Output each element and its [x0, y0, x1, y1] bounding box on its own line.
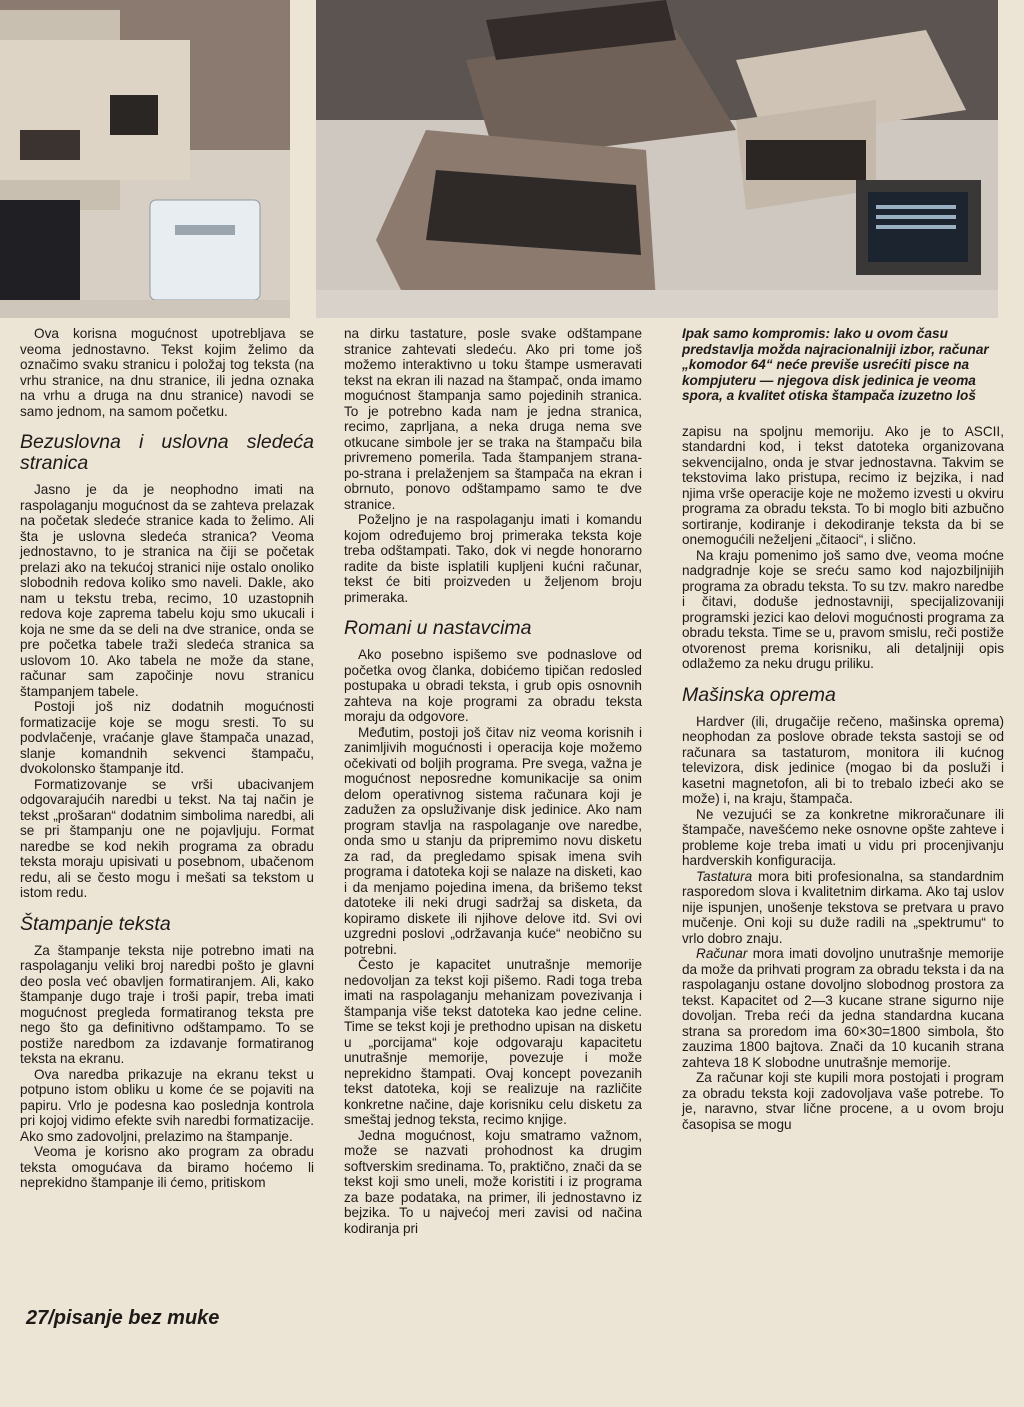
paragraph	[682, 946, 1004, 1070]
left-photo	[0, 0, 290, 318]
subheading: Štampanje teksta	[20, 912, 171, 935]
subheading: Mašinska oprema	[682, 683, 836, 706]
paragraph: Ne vezujući se za konkretne mikroračunare ili štampače, navešćemo neke osnovne opšte zahteve i probleme koje treba imati u vidu pri procenjivanju hardverskih konfiguracija.	[682, 806, 1004, 869]
column-1	[20, 326, 314, 1191]
paragraph: Jasno je da je neophodno imati na raspolaganju mogućnost da se zahteva prelazak na početak sledeće stranice kada to želimo. Ali šta je uslovna sledeća stranica? Veoma jednostavno, to je stranica na čiji se početak prelazi ako na tekućoj stranici nije ostalo onoliko slobodnih redova koliko smo naveli. Dakle, ako nam u tekstu treba, recimo, 10 uzastopnih redova koje zaprema tabelu koju smo ukucali i koja ne sme da se deli na dve stranice, onda se pre početka tabele traži sledeća stranica sa uslovom 10. Ako tabela ne može da stane, računar sam započinje novu stranicu štampanjem tabele.	[20, 482, 314, 699]
left-photo-graphic	[0, 0, 290, 318]
paragraph: Na kraju pomenimo još samo dve, veoma moćne nadgradnje koje se sreću samo kod najozbiljnijih programa za obradu teksta. To su tzv. makro naredbe i čitavi, doduše jednostavniji, specijalizovaniji programski jezici kao delovi mogućnosti programa za obradu teksta. Time se u, pravom smislu, reči postiže otvorenost prema korisniku, ali detaljniji opis odlažemo za neku drugu priliku.	[682, 547, 1004, 672]
paragraph: Međutim, postoji još čitav niz veoma korisnih i zanimljivih mogućnosti i operacija koje možemo očekivati od boljih programa. Pre svega, važna je mogućnost neposredne komunikacije sa onim delom operativnog sistema računara koji je zadužen za opsluživanje disk jedinice. Ako nam program stavlja na raspolaganje ove naredbe, onda smo u stanju da pripremimo novu disketu za rad, da pregledamo spisak imena svih programa i datoteka koji se nalaze na disketi, kao i da menjamo pojedina imena, da brišemo tekst datoteke ili neki drugi sadržaj sa disketa, da kopiramo diskete ili njihove delove itd. Svi ovi uzgredni poslovi „održavanja kuće“ neobično su potrebni.	[344, 724, 642, 957]
paragraph: zapisu na spoljnu memoriju. Ako je to ASCII, standardni kod, i tekst datoteka organizovana sekvencijalno, onda je stvar jednostavna. Takvim se tekstovima lako pristupa, recimo iz bejzika, i nad njima vrše operacije koje ne možemo izvesti u okviru programa za obradu teksta. To bi moglo biti azbučno sortiranje, kodiranje i dekodiranje teksta da bi se onemogućili neželjeni „čitaoci“, i slično.	[682, 423, 1004, 548]
paragraph: Postoji još niz dodatnih mogućnosti formatizacije koje se mogu sresti. To su podvlačenje, vraćanje glave štampača unazad, slanje komandnih sekvenci štampaču, dvokolonsko štampanje itd.	[20, 699, 314, 776]
term-italic: Tastatura	[696, 868, 753, 884]
paragraph	[682, 869, 1004, 947]
paragraph: na dirku tastature, posle svake odštampane stranice zahtevati sledeću. Ako pri tome još možemo interaktivno u toku štampe usmeravati tekst na ekran ili nazad na štampač, onda imamo mogućnost štampanja samo pojedinih stranica. To je potrebno kada nam je jedna stranica, recimo, zaprljana, a neka druga nema sve otkucane simbole jer se traka na štampaču bila privremeno pomerila. Tada štampanjem strana-po-strana i prelaženjem sa štampača na ekran i obrnuto, ponovo odštampamo samo te dve stranice.	[344, 326, 642, 512]
paragraph: Za računar koji ste kupili mora postojati i program za obradu teksta koji zadovoljava vaše potrebe. To je, naravno, stvar lične procene, a u ovom broju časopisa se mogu	[682, 1070, 1004, 1132]
paragraph: Formatizovanje se vrši ubacivanjem odgovarajućih naredbi u tekst. Na taj način je tekst „prošaran“ dodatnim simbolima naredbi, ali se pri štampanju one ne pojavljuju. Format naredbe se kod nekih programa za obradu teksta moraju upisivati u posebnom, ubačenom redu, ali se često mogu i mešati sa tekstom u istom redu.	[20, 776, 314, 900]
column-2	[344, 326, 642, 1236]
paragraph: Često je kapacitet unutrašnje memorije nedovoljan za tekst koji pišemo. Radi toga treba imati na raspolaganju mehanizam povezivanja i štampanja više tekst datoteka kao jedne celine. Time se tekst koji je prethodno upisan na disketu u „porcijama“ koje odgovaraju kapacitetu unutrašnje memorije, povezuje i može neprekidno štampati. Ovaj koncept povezanih tekst datoteka, koji se realizuje na različite konkretne načine, daje korisniku celu disketu za smeštaj jednog teksta, recimo knjige.	[344, 957, 642, 1127]
column-3	[682, 326, 1004, 1132]
paragraph: Veoma je korisno ako program za obradu teksta omogućava da biramo hoćemo li neprekidno štampanje ili ćemo, pritiskom	[20, 1144, 314, 1190]
paragraph-text: mora imati dovoljno unutrašnje memorije da može da prihvati program za obradu teksta i da na raspolaganju ostane dovoljno slobodnog prostora za tekst. Kapacitet od 2—3 kucane strane sigurno nije dovoljan. Treba reći da jedna standardna kucana strana sa proredom ima 60×30=1800 simbola, što zauzima 1800 bajtova. Znači da 10 kucanih strana zahteva 18 K slobodne unutrašnje memorije.	[682, 946, 1004, 1070]
subheading: Bezuslovna i uslovna sledeća stranica	[20, 431, 314, 474]
photo-caption: Ipak samo kompromis: lako u ovom času predstavlja možda najracionalniji izbor, računar „komodor 64“ neće previše usrećiti pisce na kompjuteru — njegova disk jedinica je veoma spora, a kvalitet otiska štampača izuzetno loš	[682, 326, 989, 404]
paragraph-text: mora biti profesionalna, sa standardnim rasporedom slova i kvalitetnim dirkama. Ako taj uslov nije ispunjen, unošenje tekstova se pretvara u pravo mučenje. Oni koji su duže radili na „spektrumu“ to vrlo dobro znaju.	[682, 868, 1004, 946]
term-italic: Računar	[696, 946, 748, 962]
subheading: Romani u nastavcima	[344, 617, 532, 639]
paragraph: Poželjno je na raspolaganju imati i komandu kojom određujemo broj primeraka teksta koje treba odštampati. Tako, dok vi negde honorarno radite da biste isplatili kupljeni kućni računar, tekst će biti proizveden u željenom broju primeraka.	[344, 512, 642, 605]
paragraph: Jedna mogućnost, koju smatramo važnom, može se nazvati prohodnost ka drugim softverskim sredinama. To, praktično, znači da se tekst koji smo uneli, može koristiti i iz programa za baze podataka, na primer, ili jednostavno iz bejzika. To u najvećoj meri zavisi od načina kodiranja pri	[344, 1127, 642, 1236]
paragraph: Ova naredba prikazuje na ekranu tekst u potpuno istom obliku u kome će se pojaviti na papiru. Vrlo je podesna kao poslednja kontrola pri kojoj vidimo efekte svih naredbi formatizacije. Ako smo zadovoljni, prelazimo na štampanje.	[20, 1066, 314, 1144]
right-photo-graphic	[316, 0, 998, 318]
paragraph: Hardver (ili, drugačije rečeno, mašinska oprema) neophodan za poslove obrade teksta sastoji se od računara sa tastaturom, monitora ili kućnog televizora, disk jedinice (mogao bi da posluži i kasetni magnetofon, ali bi to trebalo izbeći ako se može) i, na kraju, štampača.	[682, 713, 1004, 807]
paragraph: Ova korisna mogućnost upotrebljava se veoma jednostavno. Tekst kojim želimo da označimo svaku stranicu i položaj tog teksta (na vrhu stranice, na dnu stranice, ili jedna oznaka na vrhu a druga na dnu stranice) navodi se samo jednom, na samom početku.	[20, 326, 314, 419]
paragraph: Ako posebno ispišemo sve podnaslove od početka ovog članka, dobićemo tipičan redosled postupaka u obradi teksta, i grub opis osnovnih zahteva na koje programi za obradu teksta moraju da odgovore.	[344, 647, 642, 724]
page-footer: 27/pisanje bez muke	[26, 1307, 220, 1329]
right-photo	[316, 0, 998, 318]
paragraph: Za štampanje teksta nije potrebno imati na raspolaganju veliki broj naredbi pošto je glavni deo posla već obavljen formatiranjem. Ali, kako štampanje dugo traje i troši papir, treba imati mogućnost pregleda formatiranog teksta pre nego što ga definitivno odštampamo. To se postiže naredbom za izdavanje formatiranog teksta na ekranu.	[20, 942, 314, 1066]
